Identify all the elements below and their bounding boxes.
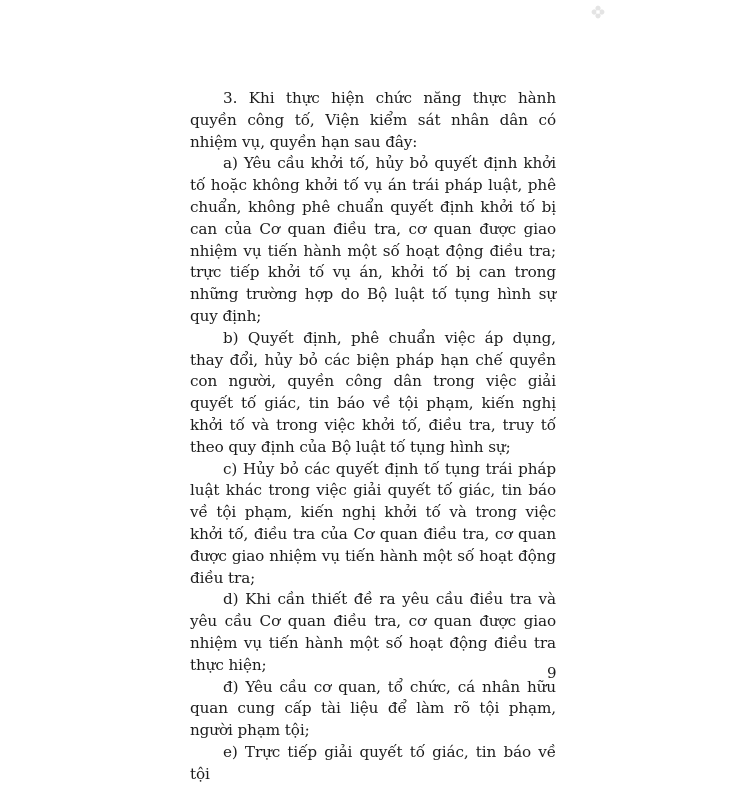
paragraph-item-c: c) Hủy bỏ các quyết định tố tụng trái pháp luật khác trong việc giải quyết tố giác, tin báo về tội phạm, kiến nghị khởi tố và trong việc khởi tố, điều tra của Cơ quan điều tra, cơ quan được giao nhiệm vụ tiến hành một số hoạt động điều tra; <box>190 459 556 587</box>
paragraph-item-dd: đ) Yêu cầu cơ quan, tổ chức, cá nhân hữu quan cung cấp tài liệu để làm rõ tội phạm, người phạm tội; <box>190 677 556 740</box>
flower-watermark-icon <box>591 5 605 19</box>
page-number: 9 <box>547 664 557 682</box>
paragraph-item-e: e) Trực tiếp giải quyết tố giác, tin báo về tội <box>190 742 556 783</box>
paragraph-intro: 3. Khi thực hiện chức năng thực hành quyền công tố, Viện kiểm sát nhân dân có nhiệm vụ, quyền hạn sau đây: <box>190 89 556 151</box>
paragraph-item-a: a) Yêu cầu khởi tố, hủy bỏ quyết định khởi tố hoặc không khởi tố vụ án trái pháp luật, phê chuẩn, không phê chuẩn quyết định khởi tố bị can của Cơ quan điều tra, cơ quan được giao nhiệm vụ tiến hành một số hoạt động điều tra; trực tiếp khởi tố vụ án, khởi tố bị can trong những trường hợp do Bộ luật tố tụng hình sự quy định; <box>190 154 556 325</box>
paragraph-item-d: d) Khi cần thiết đề ra yêu cầu điều tra và yêu cầu Cơ quan điều tra, cơ quan được giao nhiệm vụ tiến hành một số hoạt động điều tra thực hiện; <box>190 590 556 674</box>
body-text <box>190 88 556 786</box>
paragraph-item-b: b) Quyết định, phê chuẩn việc áp dụng, thay đổi, hủy bỏ các biện pháp hạn chế quyền con người, quyền công dân trong việc giải quyết tố giác, tin báo về tội phạm, kiến nghị khởi tố và trong việc khởi tố, điều tra, truy tố theo quy định của Bộ luật tố tụng hình sự; <box>190 328 556 456</box>
